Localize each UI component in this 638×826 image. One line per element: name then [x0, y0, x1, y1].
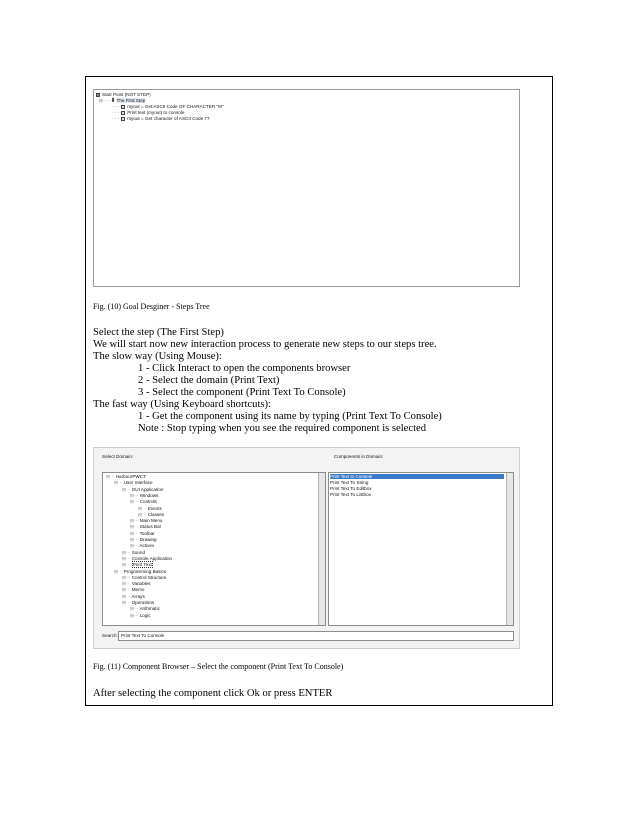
domain-tree-item[interactable]: ⊟··· Variables	[122, 581, 151, 587]
tree-item-step[interactable]: ······ myout = Get character of ASCII Code 77	[112, 116, 210, 121]
domain-tree-item[interactable]: ⊟··· Main Menu	[130, 518, 163, 524]
domain-tree-item[interactable]: ⊟··· User Interface	[114, 480, 153, 486]
paragraph: Select the step (The First Step)	[93, 327, 224, 338]
list-item[interactable]: Print Text To Editbox	[330, 486, 372, 491]
domain-tree-item[interactable]: ⊟··· HarbourPWCT	[106, 474, 146, 479]
domain-tree-item[interactable]: ⊟··· Console Application	[122, 555, 173, 561]
paragraph: The slow way (Using Mouse):	[93, 351, 222, 362]
search-label: Search:	[102, 633, 118, 638]
domain-tree-scrollbar[interactable]	[318, 473, 325, 625]
domain-tree-item[interactable]: ⊟··· Drawing	[130, 537, 157, 542]
step-icon	[121, 105, 125, 109]
components-label: Components in Domain:	[334, 454, 384, 459]
domain-tree-item[interactable]: ⊟··· Memo	[122, 587, 145, 593]
domain-tree-item[interactable]: ⊟··· Activex	[130, 543, 155, 549]
domain-tree-item[interactable]: ⊟··· Sound	[122, 549, 146, 555]
domain-tree-item[interactable]: ⊟··· Windows	[130, 492, 159, 498]
list-item[interactable]: Print Text To String	[330, 480, 369, 485]
components-list[interactable]	[328, 472, 514, 626]
tree-item-step[interactable]: ······ myout = Get ASCII Code OF CHARACTER "M"	[112, 104, 224, 109]
domain-tree-item[interactable]: ⊟··· Toolbar	[130, 530, 155, 536]
select-domain-label: Select Domain:	[102, 454, 134, 459]
domain-tree[interactable]	[102, 472, 326, 626]
domain-tree-item[interactable]: ⊟··· Arrays	[122, 593, 145, 599]
list-item[interactable]: Print Text To Listbox	[330, 492, 371, 497]
list-item: Note : Stop typing when you see the required component is selected	[138, 423, 427, 434]
domain-tree-item[interactable]: ⊟··· Operations	[122, 600, 155, 605]
tree-item-start-point[interactable]: Start Point (NOT STEP)	[96, 92, 151, 98]
domain-tree-item[interactable]: ⊟··· Status Bar	[130, 524, 162, 530]
arrow-down-icon: ⬇	[110, 98, 116, 104]
list-item[interactable]: Print Text to Console	[330, 474, 504, 479]
tree-item-step[interactable]: ······ Print text (myout) to console	[112, 110, 185, 115]
search-value: Print Text To Console	[121, 633, 165, 638]
tree-item-first-step[interactable]: ⊟·····⬇The First Step	[99, 98, 146, 104]
domain-tree-item[interactable]: ⊟··· Logic	[130, 612, 151, 618]
list-item: 3 - Select the component (Print Text To Console)	[138, 387, 346, 398]
figure-caption: Fig. (10) Goal Desginer - Steps Tree	[93, 302, 210, 311]
step-icon	[121, 117, 125, 121]
list-item: 2 - Select the domain (Print Text)	[138, 375, 280, 386]
checkbox-icon	[96, 93, 100, 97]
domain-tree-item[interactable]: ⊟··· Print Text	[122, 562, 152, 568]
list-item: 1 - Get the component using its name by typing (Print Text To Console)	[138, 411, 442, 422]
list-item: 1 - Click Interact to open the components browser	[138, 363, 351, 374]
step-icon	[121, 111, 125, 115]
component-browser	[93, 447, 520, 649]
paragraph: After selecting the component click Ok or press ENTER	[93, 688, 333, 699]
steps-tree-panel[interactable]	[93, 89, 520, 287]
paragraph: The fast way (Using Keyboard shortcuts):	[93, 399, 271, 410]
figure-caption: Fig. (11) Component Browser – Select the component (Print Text To Console)	[93, 662, 344, 671]
domain-tree-item[interactable]: ⊟··· GUI Application	[122, 486, 164, 492]
search-input[interactable]	[118, 631, 514, 641]
domain-tree-item[interactable]: ⊟··· Controls	[130, 499, 157, 505]
domain-tree-item[interactable]: ⊟··· Classes	[138, 511, 165, 517]
components-scrollbar[interactable]	[506, 473, 513, 625]
domain-tree-item[interactable]: ⊟··· Events	[138, 505, 162, 511]
domain-tree-item[interactable]: ⊟··· Arithmatic	[130, 606, 160, 612]
domain-tree-item[interactable]: ⊟··· Programming Basics	[114, 568, 167, 574]
domain-tree-item[interactable]: ⊟··· Control Structure	[122, 574, 167, 580]
paragraph: We will start now new interaction process to generate new steps to our steps tree.	[93, 339, 437, 350]
